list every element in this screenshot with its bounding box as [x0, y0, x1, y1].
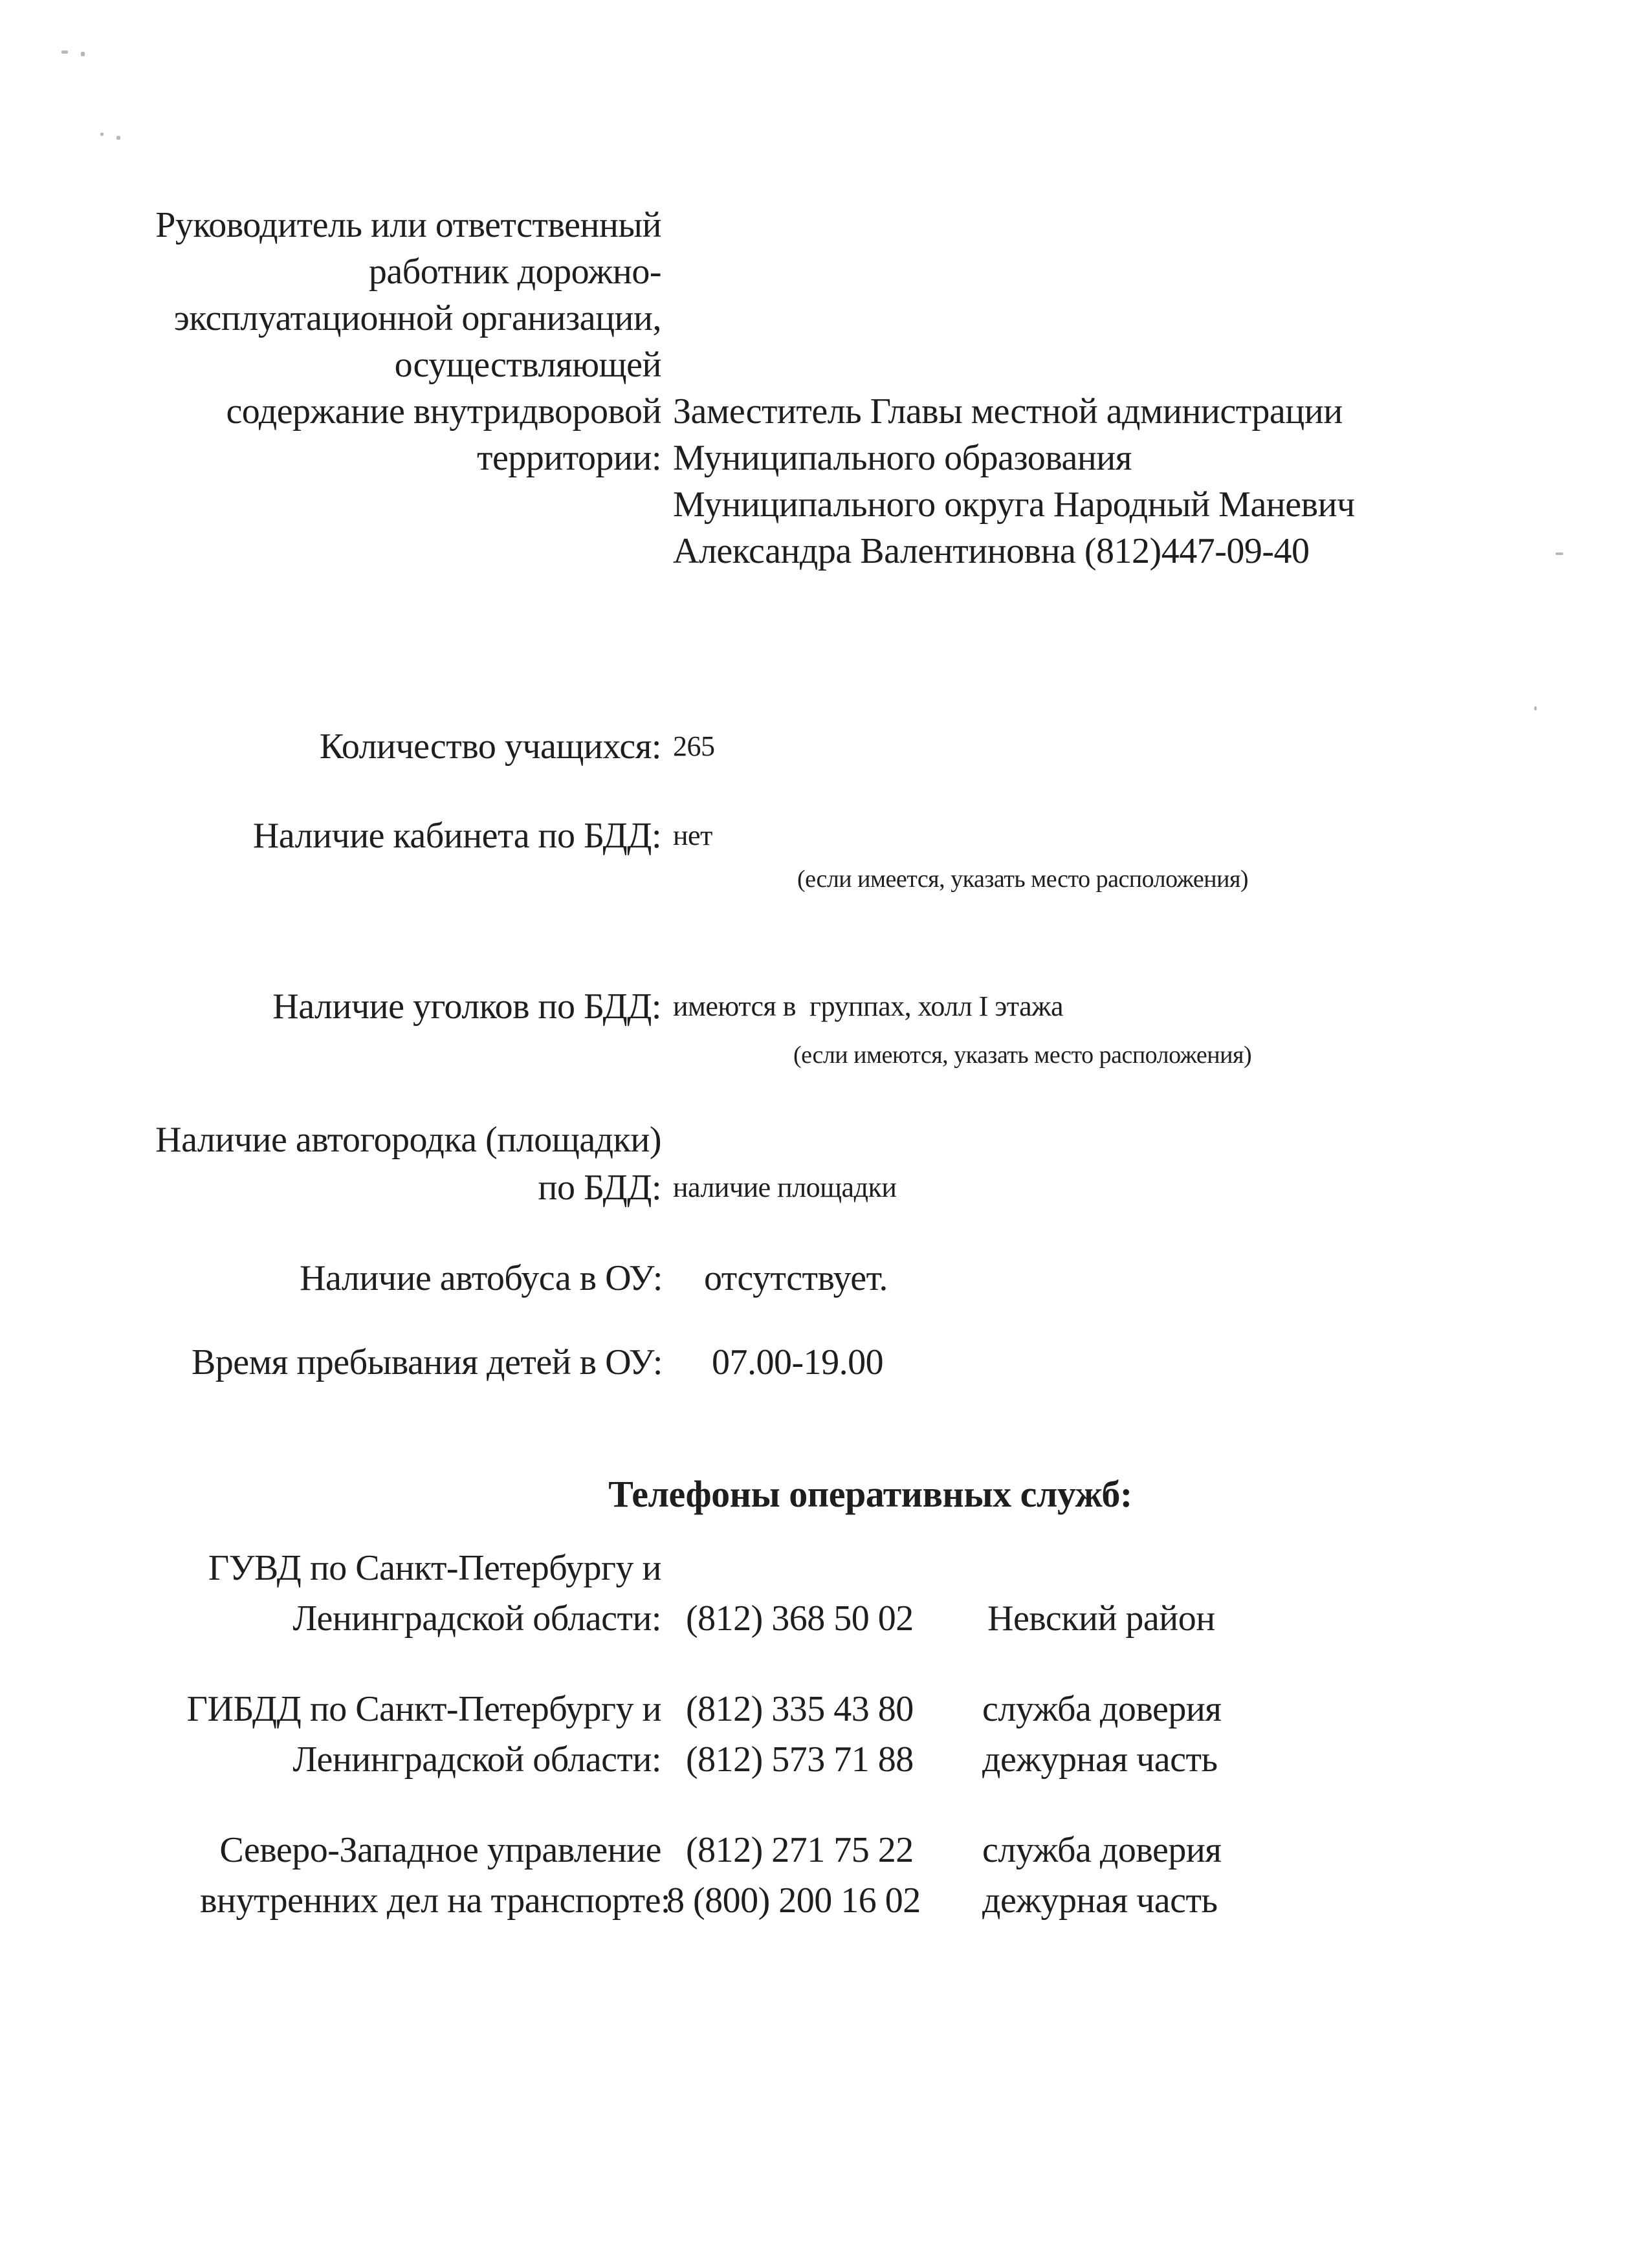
service-label-line: Северо-Западное управление [219, 1830, 661, 1870]
bdd-corners-hint: (если имеются, указать место расположения) [793, 1041, 1252, 1069]
bus-value: отсутствует. [704, 1258, 888, 1298]
stay-time-value: 07.00-19.00 [712, 1342, 884, 1382]
stay-time-label: Время пребывания детей в ОУ: [191, 1342, 663, 1382]
service-label-line: Ленинградской области: [292, 1598, 661, 1639]
phone-description: служба доверия [982, 1689, 1222, 1729]
responsible-label-line: территории: [476, 438, 661, 478]
phone-number: (812) 335 43 80 [686, 1689, 914, 1729]
bdd-corners-label: Наличие уголков по БДД: [272, 987, 661, 1027]
students-value: 265 [673, 730, 715, 762]
bus-label: Наличие автобуса в ОУ: [300, 1258, 663, 1298]
phone-number: 8 (800) 200 16 02 [666, 1881, 921, 1921]
scan-speck [1556, 552, 1563, 555]
bdd-corners-value: имеются в группах, холл I этажа [673, 990, 1064, 1022]
autotown-label-line: по БДД: [538, 1168, 661, 1208]
responsible-label-line: осуществляющей [394, 345, 661, 385]
responsible-label-line: Руководитель или ответственный [155, 205, 661, 245]
phone-number: (812) 573 71 88 [686, 1739, 914, 1780]
phone-number: (812) 271 75 22 [686, 1830, 914, 1870]
responsible-value-line: Муниципального образования [673, 438, 1132, 478]
phone-description: дежурная часть [982, 1881, 1218, 1921]
autotown-label-line: Наличие автогородка (площадки) [155, 1120, 661, 1160]
responsible-value-line: Заместитель Главы местной администрации [673, 391, 1343, 431]
scan-speck [61, 50, 68, 54]
responsible-label-line: эксплуатационной организации, [173, 298, 661, 338]
responsible-value-line: Муниципального округа Народный Маневич [673, 485, 1355, 525]
scan-speck [1534, 706, 1537, 710]
service-label-line: ГУВД по Санкт-Петербургу и [208, 1548, 661, 1588]
autotown-value: наличие площадки [673, 1172, 897, 1203]
service-label-line: ГИБДД по Санкт-Петербургу и [186, 1689, 661, 1729]
bdd-room-label: Наличие кабинета по БДД: [252, 816, 661, 856]
scan-speck [100, 133, 104, 136]
scan-speck [81, 52, 85, 56]
phone-description: Невский район [987, 1598, 1215, 1639]
phone-number: (812) 368 50 02 [686, 1598, 914, 1639]
emergency-heading: Телефоны оперативных служб: [608, 1473, 1132, 1515]
service-label-line: Ленинградской области: [292, 1739, 661, 1780]
phone-description: служба доверия [982, 1830, 1222, 1870]
bdd-room-value: нет [673, 820, 712, 851]
service-label-line: внутренних дел на транспорте: [200, 1881, 670, 1921]
responsible-label-line: работник дорожно- [368, 252, 661, 292]
phone-description: дежурная часть [982, 1739, 1218, 1780]
responsible-value-line: Александра Валентиновна (812)447-09-40 [673, 531, 1310, 571]
bdd-room-hint: (если имеется, указать место расположения) [797, 866, 1249, 893]
students-label: Количество учащихся: [319, 726, 661, 767]
responsible-label-line: содержание внутридворовой [226, 391, 661, 431]
scan-speck [116, 136, 120, 140]
